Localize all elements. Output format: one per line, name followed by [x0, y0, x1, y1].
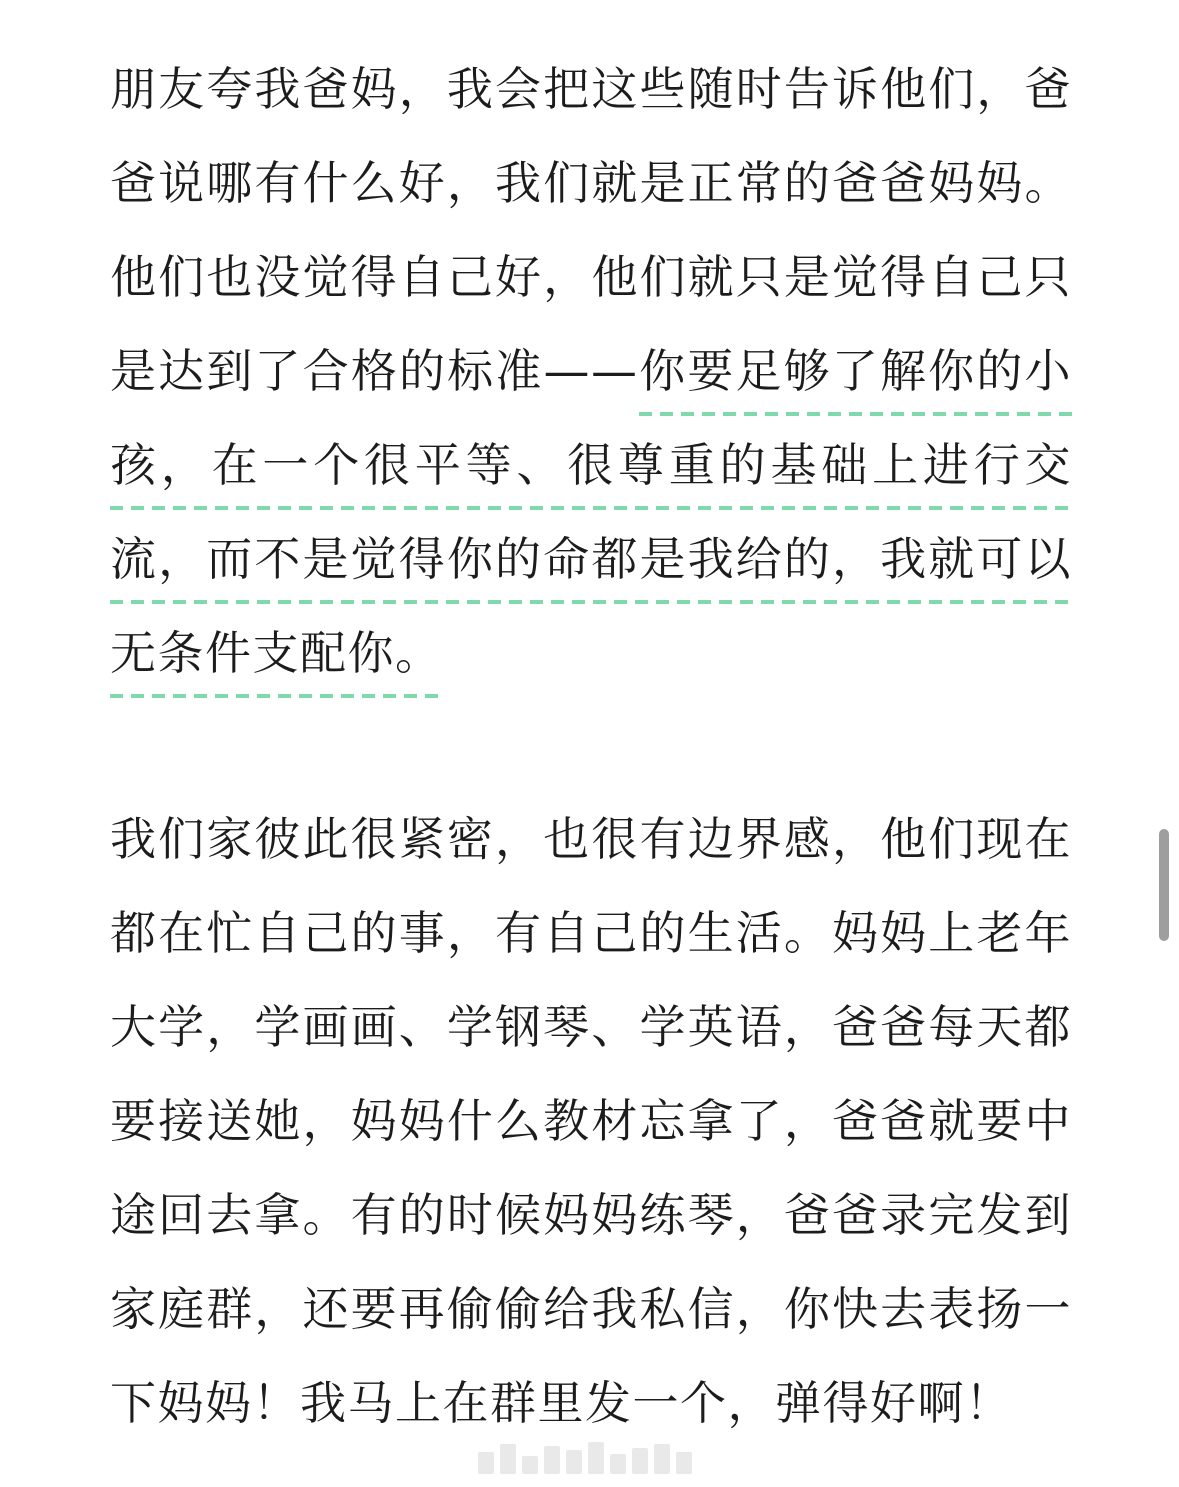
article-body	[110, 42, 1072, 1450]
paragraph-2: 我们家彼此很紧密，也很有边界感，他们现在都在忙自己的事，有自己的生活。妈妈上老年大学，学画画、学钢琴、学英语，爸爸每天都要接送她，妈妈什么教材忘拿了，爸爸就要中途回去拿。有的时候妈妈练琴，爸爸录完发到家庭群，还要再偷偷给我私信，你快去表扬一下妈妈！我马上在群里发一个，弹得好啊！	[110, 812, 1072, 1430]
scrollbar-thumb[interactable]	[1159, 829, 1169, 941]
paragraph-1-text: 朋友夸我爸妈，我会把这些随时告诉他们，爸爸说哪有什么好，我们就是正常的爸爸妈妈。他们也没觉得自己好，他们就只是觉得自己只是达到了合格的标准——	[110, 62, 1072, 398]
highlighted-quote[interactable]: 你要足够了解你的小孩，在一个很平等、很尊重的基础上进行交流，而不是觉得你的命都是我给的，我就可以无条件支配你。	[110, 344, 1072, 698]
watermark	[478, 1440, 708, 1474]
paragraph-1	[110, 42, 1072, 700]
